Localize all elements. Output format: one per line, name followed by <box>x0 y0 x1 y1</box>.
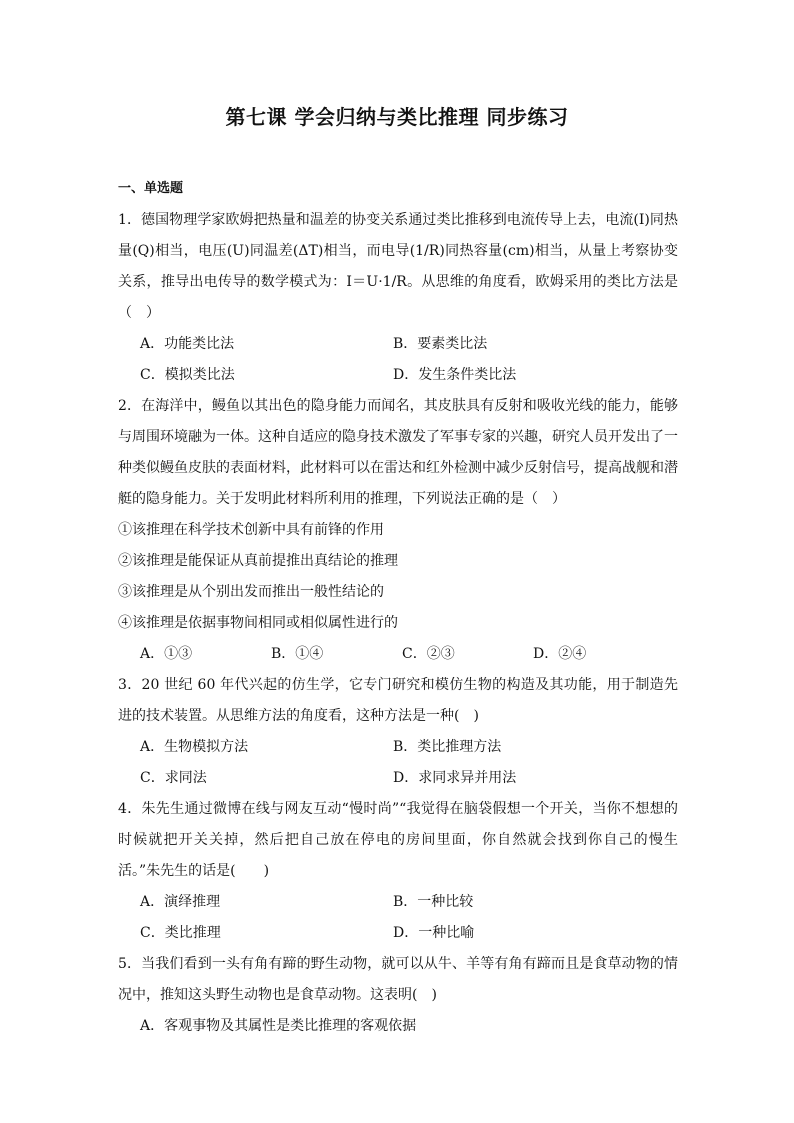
statement-2: ②该推理是能保证从真前提推出真结论的推理 <box>118 553 398 569</box>
option-d[interactable]: D．发生条件类比法 <box>393 367 517 383</box>
page-title: 第七课 学会归纳与类比推理 同步练习 <box>225 105 569 129</box>
option-d[interactable]: D．求同求异并用法 <box>393 770 517 786</box>
question-4-text: 4．朱先生通过微博在线与网友互动“慢时尚”“我觉得在脑袋假想一个开关，当你不想想的时候就把开关关掉，然后把自己放在停电的房间里面，你自然就会找到你自己的慢生活。”朱先生的话是( ) <box>118 801 678 879</box>
option-b[interactable]: B．要素类比法 <box>393 336 488 352</box>
question-4-options <box>118 887 678 949</box>
option-c[interactable]: C．模拟类比法 <box>140 367 235 383</box>
question-3-text: 3．20 世纪 60 年代兴起的仿生学，它专门研究和模仿生物的构造及其功能，用于制造先进的技术装置。从思维方法的角度看，这种方法是一种( ) <box>118 677 678 724</box>
option-a[interactable]: A．功能类比法 <box>140 336 235 352</box>
option-a[interactable]: A．①③ <box>140 646 193 662</box>
question-2-text: 2．在海洋中，鳗鱼以其出色的隐身能力而闻名，其皮肤具有反射和吸收光线的能力，能够与周围环境融为一体。这种自适应的隐身技术激发了军事专家的兴趣，研究人员开发出了一种类似鳗鱼皮肤的表面材料，此材料可以在雷达和红外检测中减少反射信号，提高战舰和潜艇的隐身能力。关于发明此材料所利用的推理，下列说法正确的是（ ） <box>118 398 678 507</box>
option-a[interactable]: A．演绎推理 <box>140 894 221 910</box>
question-5-options <box>118 1011 678 1042</box>
option-d[interactable]: D．一种比喻 <box>393 925 475 941</box>
statement-1: ①该推理在科学技术创新中具有前锋的作用 <box>118 522 384 538</box>
option-b[interactable]: B．一种比较 <box>393 894 474 910</box>
option-d[interactable]: D．②④ <box>533 646 587 662</box>
option-a[interactable]: A．生物模拟方法 <box>140 739 249 755</box>
section-heading: 一、单选题 <box>118 181 184 196</box>
option-a[interactable]: A．客观事物及其属性是类比推理的客观依据 <box>140 1018 417 1034</box>
question-1-options <box>118 329 678 391</box>
question-3-options <box>118 732 678 794</box>
option-c[interactable]: C．求同法 <box>140 770 207 786</box>
question-5-text: 5．当我们看到一头有角有蹄的野生动物，就可以从牛、羊等有角有蹄而且是食草动物的情况中，推知这头野生动物也是食草动物。这表明( ) <box>118 956 678 1003</box>
option-b[interactable]: B．类比推理方法 <box>393 739 502 755</box>
question-2-options <box>118 639 678 670</box>
statement-4: ④该推理是依据事物间相同或相似属性进行的 <box>118 615 398 631</box>
question-list <box>118 179 678 1042</box>
question-1-text: 1．德国物理学家欧姆把热量和温差的协变关系通过类比推移到电流传导上去，电流(I)同热量(Q)相当，电压(U)同温差(ΔT)相当，而电导(1/R)同热容量(cm)相当，从量上考察协变关系，推导出电传导的数学模式为：I＝U·1/R。从思维的角度看，欧姆采用的类比方法是（ ） <box>118 212 678 321</box>
option-c[interactable]: C．类比推理 <box>140 925 221 941</box>
option-b[interactable]: B．①④ <box>271 646 324 662</box>
statement-3: ③该推理是从个别出发而推出一般性结论的 <box>118 584 384 600</box>
option-c[interactable]: C．②③ <box>402 646 455 662</box>
